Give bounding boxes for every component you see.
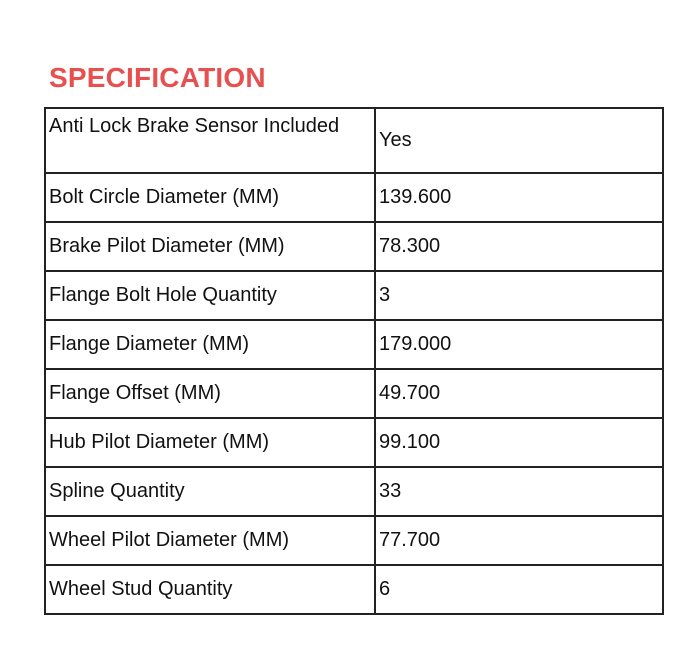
spec-value: 99.100	[375, 418, 663, 467]
spec-value: Yes	[375, 108, 663, 173]
spec-label: Flange Bolt Hole Quantity	[45, 271, 375, 320]
spec-label: Spline Quantity	[45, 467, 375, 516]
table-row	[45, 516, 663, 565]
table-row	[45, 565, 663, 614]
spec-value: 78.300	[375, 222, 663, 271]
spec-value: 49.700	[375, 369, 663, 418]
spec-label: Wheel Stud Quantity	[45, 565, 375, 614]
table-row	[45, 418, 663, 467]
spec-label: Flange Offset (MM)	[45, 369, 375, 418]
spec-label: Brake Pilot Diameter (MM)	[45, 222, 375, 271]
spec-label: Hub Pilot Diameter (MM)	[45, 418, 375, 467]
spec-value: 77.700	[375, 516, 663, 565]
table-row	[45, 369, 663, 418]
table-row	[45, 222, 663, 271]
specification-table-body	[45, 108, 663, 614]
spec-value: 6	[375, 565, 663, 614]
specification-table	[44, 107, 664, 615]
section-title: SPECIFICATION	[49, 62, 266, 93]
spec-value: 33	[375, 467, 663, 516]
spec-value: 139.600	[375, 173, 663, 222]
spec-value: 179.000	[375, 320, 663, 369]
table-row	[45, 320, 663, 369]
table-row	[45, 108, 663, 173]
table-row	[45, 271, 663, 320]
table-row	[45, 467, 663, 516]
spec-value: 3	[375, 271, 663, 320]
table-row	[45, 173, 663, 222]
spec-label: Flange Diameter (MM)	[45, 320, 375, 369]
spec-label: Wheel Pilot Diameter (MM)	[45, 516, 375, 565]
spec-label: Bolt Circle Diameter (MM)	[45, 173, 375, 222]
spec-label: Anti Lock Brake Sensor Included	[45, 108, 375, 173]
